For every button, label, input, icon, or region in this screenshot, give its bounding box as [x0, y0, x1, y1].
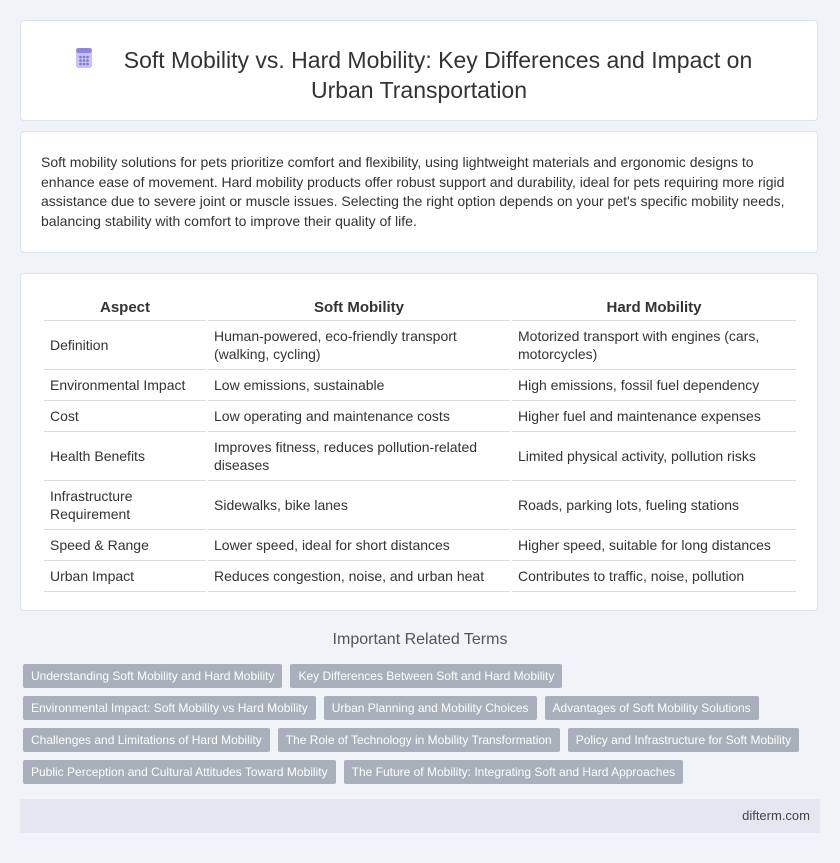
related-term-tag[interactable]: Public Perception and Cultural Attitudes Toward Mobility	[23, 760, 336, 784]
tag-line	[23, 760, 823, 792]
table-cell-aspect: Cost	[44, 401, 206, 432]
summary-text: Soft mobility solutions for pets prioritize comfort and flexibility, using lightweight materials and ergonomic designs to enhance ease of movement. Hard mobility products offer robust support and durability, ideal for pets requiring more rigid assistance due to severe joint or muscle issues. Selecting the right option depends on your pet's specific mobility needs, balancing stability with comfort to improve their quality of life.	[41, 154, 785, 229]
header-hard-mobility: Hard Mobility	[512, 294, 796, 321]
table-cell-aspect: Urban Impact	[44, 561, 206, 592]
related-term-tag[interactable]: The Future of Mobility: Integrating Soft and Hard Approaches	[344, 760, 684, 784]
table-cell-aspect: Health Benefits	[44, 432, 206, 481]
table-cell-aspect: Infrastructure Requirement	[44, 481, 206, 530]
table-cell-hard: Roads, parking lots, fueling stations	[512, 481, 796, 530]
table-cell-soft: Low emissions, sustainable	[208, 370, 510, 401]
related-term-tag[interactable]: Policy and Infrastructure for Soft Mobility	[568, 728, 799, 752]
table-cell-aspect: Environmental Impact	[44, 370, 206, 401]
related-term-tag[interactable]: Urban Planning and Mobility Choices	[324, 696, 537, 720]
comparison-table-card	[20, 273, 818, 611]
table-cell-soft: Lower speed, ideal for short distances	[208, 530, 510, 561]
page-title-line-1: Soft Mobility vs. Hard Mobility: Key Differences and Impact on	[123, 47, 753, 73]
related-terms-list	[23, 664, 823, 792]
table-cell-soft: Low operating and maintenance costs	[208, 401, 510, 432]
table-row	[44, 321, 796, 370]
table-row	[44, 530, 796, 561]
related-terms-title: Important Related Terms	[332, 631, 508, 648]
table-cell-soft: Human-powered, eco-friendly transport (walking, cycling)	[208, 321, 510, 370]
table-cell-soft: Improves fitness, reduces pollution-related diseases	[208, 432, 510, 481]
table-header-row	[44, 294, 796, 321]
header-soft-mobility: Soft Mobility	[208, 294, 510, 321]
table-cell-soft: Reduces congestion, noise, and urban heat	[208, 561, 510, 592]
table-cell-aspect: Speed & Range	[44, 530, 206, 561]
tag-line	[23, 696, 823, 728]
table-cell-hard: Contributes to traffic, noise, pollution	[512, 561, 796, 592]
related-term-tag[interactable]: Environmental Impact: Soft Mobility vs Hard Mobility	[23, 696, 316, 720]
tag-line	[23, 728, 823, 760]
related-term-tag[interactable]: The Role of Technology in Mobility Transformation	[278, 728, 560, 752]
header-aspect: Aspect	[44, 294, 206, 321]
page-title-line-2: Urban Transportation	[310, 77, 528, 103]
table-cell-hard: Limited physical activity, pollution risks	[512, 432, 796, 481]
tag-line	[23, 664, 823, 696]
related-term-tag[interactable]: Challenges and Limitations of Hard Mobility	[23, 728, 270, 752]
table-row	[44, 370, 796, 401]
table-cell-aspect: Definition	[44, 321, 206, 370]
related-term-tag[interactable]: Understanding Soft Mobility and Hard Mobility	[23, 664, 282, 688]
table-cell-hard: Motorized transport with engines (cars, motorcycles)	[512, 321, 796, 370]
table-cell-hard: Higher fuel and maintenance expenses	[512, 401, 796, 432]
table-cell-hard: Higher speed, suitable for long distances	[512, 530, 796, 561]
footer	[20, 799, 820, 833]
summary-card	[20, 131, 818, 253]
page-title	[21, 45, 817, 105]
table-row	[44, 432, 796, 481]
footer-site-link[interactable]: difterm.com	[742, 808, 810, 823]
table-row	[44, 401, 796, 432]
related-term-tag[interactable]: Key Differences Between Soft and Hard Mobility	[290, 664, 562, 688]
header-card	[20, 20, 818, 121]
table-row	[44, 561, 796, 592]
table-row	[44, 481, 796, 530]
comparison-table	[42, 294, 798, 592]
table-cell-soft: Sidewalks, bike lanes	[208, 481, 510, 530]
table-cell-hard: High emissions, fossil fuel dependency	[512, 370, 796, 401]
related-term-tag[interactable]: Advantages of Soft Mobility Solutions	[545, 696, 759, 720]
